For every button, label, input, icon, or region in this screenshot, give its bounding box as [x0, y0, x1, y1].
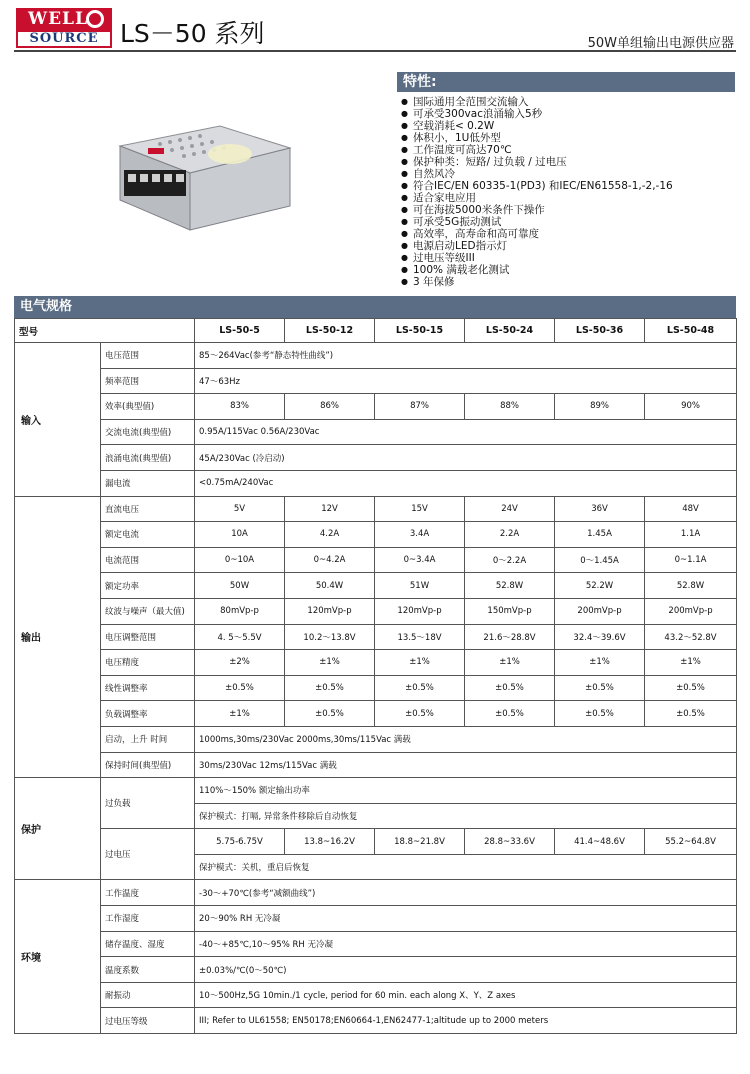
- feature-item: ● 高效率，高寿命和高可靠度: [401, 228, 735, 240]
- feature-item: ● 100% 满载老化测试: [401, 264, 735, 276]
- logo-ring-icon: [86, 10, 104, 28]
- features-list: [397, 96, 735, 288]
- cell-value: 13.5～18V: [375, 624, 465, 650]
- row-label: 负载调整率: [101, 701, 195, 727]
- feature-item: ● 保护种类：短路/ 过负载 / 过电压: [401, 156, 735, 168]
- model-label: 型号: [15, 319, 195, 343]
- row-label: 工作湿度: [101, 906, 195, 932]
- feature-item: ● 可承受5G振动测试: [401, 216, 735, 228]
- table-row: [15, 368, 737, 394]
- cell-value: 0~10A: [195, 547, 285, 573]
- logo-text-bottom: SOURCE: [16, 30, 112, 48]
- cell-value: 5.75-6.75V: [195, 829, 285, 855]
- row-label: 效率(典型值): [101, 394, 195, 420]
- table-row: [15, 394, 737, 420]
- cell-value: 12V: [285, 496, 375, 522]
- cell-value: 80mVp-p: [195, 598, 285, 624]
- cell-value: 2.2A: [465, 522, 555, 548]
- table-row: [15, 445, 737, 471]
- row-label: 频率范围: [101, 368, 195, 394]
- table-row: [15, 931, 737, 957]
- cell-value: 0～1.45A: [555, 547, 645, 573]
- group-protection: 保护: [15, 778, 101, 880]
- cell-value: ±0.5%: [645, 701, 737, 727]
- feature-item: ● 自然风冷: [401, 168, 735, 180]
- model-name: LS-50-48: [645, 319, 737, 343]
- cell-value: 51W: [375, 573, 465, 599]
- feature-item: ● 过电压等级III: [401, 252, 735, 264]
- spec-table: [14, 318, 737, 1034]
- product-subtitle: 50W单组输出电源供应器: [587, 36, 734, 51]
- table-row: [15, 650, 737, 676]
- cell-value: 88%: [465, 394, 555, 420]
- cell-value: ±0.5%: [195, 675, 285, 701]
- cell-value: 52.2W: [555, 573, 645, 599]
- row-label: 额定电流: [101, 522, 195, 548]
- row-label: 额定功率: [101, 573, 195, 599]
- model-name: LS-50-24: [465, 319, 555, 343]
- feature-item: ● 3 年保修: [401, 276, 735, 288]
- cell-value: 55.2~64.8V: [645, 829, 737, 855]
- cell-value: ±2%: [195, 650, 285, 676]
- table-row: [15, 880, 737, 906]
- cell-value: 15V: [375, 496, 465, 522]
- row-value: 110%～150% 额定输出功率: [195, 778, 737, 804]
- cell-value: 41.4~48.6V: [555, 829, 645, 855]
- cell-value: 1.45A: [555, 522, 645, 548]
- row-label: 过电压等级: [101, 1008, 195, 1034]
- row-label: 漏电流: [101, 470, 195, 496]
- cell-value: ±0.5%: [465, 675, 555, 701]
- row-label: 保持时间(典型值): [101, 752, 195, 778]
- feature-item: ● 空载消耗< 0.2W: [401, 120, 735, 132]
- cell-value: 24V: [465, 496, 555, 522]
- feature-item: ● 国际通用全范围交流输入: [401, 96, 735, 108]
- row-value: -40～+85℃,10～95% RH 无冷凝: [195, 931, 737, 957]
- logo-text-top: WELL: [28, 9, 88, 29]
- page-header: [14, 6, 736, 52]
- row-value: 30ms/230Vac 12ms/115Vac 满载: [195, 752, 737, 778]
- cell-value: 28.8~33.6V: [465, 829, 555, 855]
- row-label: 纹波与噪声（最大值): [101, 598, 195, 624]
- cell-value: 90%: [645, 394, 737, 420]
- row-label: 耐振动: [101, 982, 195, 1008]
- brand-logo: [16, 8, 112, 50]
- table-row: [15, 1008, 737, 1034]
- row-label: 线性调整率: [101, 675, 195, 701]
- cell-value: 36V: [555, 496, 645, 522]
- features-title: 特性:: [397, 72, 735, 92]
- cell-value: ±1%: [195, 701, 285, 727]
- feature-item: ● 电源启动LED指示灯: [401, 240, 735, 252]
- row-value: 85～264Vac(参考“静态特性曲线”): [195, 343, 737, 369]
- group-environment: 环境: [15, 880, 101, 1034]
- cell-value: 13.8~16.2V: [285, 829, 375, 855]
- cell-value: ±1%: [285, 650, 375, 676]
- table-row: [15, 726, 737, 752]
- cell-value: 200mVp-p: [555, 598, 645, 624]
- table-row: [15, 829, 737, 855]
- cell-value: ±0.5%: [285, 701, 375, 727]
- cell-value: 52.8W: [645, 573, 737, 599]
- cell-value: 18.8~21.8V: [375, 829, 465, 855]
- row-label: 直流电压: [101, 496, 195, 522]
- row-label: 过电压: [101, 829, 195, 880]
- feature-item-continued: ● 适合家电应用: [401, 192, 735, 204]
- table-row: [15, 624, 737, 650]
- row-value: 20～90% RH 无冷凝: [195, 906, 737, 932]
- row-value: III; Refer to UL61558; EN50178;EN60664-1,EN62477-1;altitude up to 2000 meters: [195, 1008, 737, 1034]
- features-panel: [397, 72, 735, 288]
- cell-value: 1.1A: [645, 522, 737, 548]
- cell-value: ±1%: [555, 650, 645, 676]
- cell-value: ±0.5%: [285, 675, 375, 701]
- cell-value: 86%: [285, 394, 375, 420]
- cell-value: 200mVp-p: [645, 598, 737, 624]
- row-value: 保护模式：关机，重启后恢复: [195, 854, 737, 880]
- row-value: ±0.03%/℃(0～50℃): [195, 957, 737, 983]
- series-title: LS－50 系列: [120, 19, 265, 48]
- cell-value: ±0.5%: [375, 675, 465, 701]
- spec-section-title: 电气规格: [14, 296, 736, 318]
- table-row: [15, 573, 737, 599]
- cell-value: 0~1.1A: [645, 547, 737, 573]
- cell-value: 120mVp-p: [285, 598, 375, 624]
- cell-value: 10.2～13.8V: [285, 624, 375, 650]
- cell-value: 21.6～28.8V: [465, 624, 555, 650]
- row-label: 温度系数: [101, 957, 195, 983]
- table-row: [15, 906, 737, 932]
- cell-value: ±0.5%: [465, 701, 555, 727]
- cell-value: 120mVp-p: [375, 598, 465, 624]
- row-label: 启动，上升 时间: [101, 726, 195, 752]
- row-label: 电压调整范围: [101, 624, 195, 650]
- cell-value: 0~4.2A: [285, 547, 375, 573]
- model-name: LS-50-36: [555, 319, 645, 343]
- cell-value: 89%: [555, 394, 645, 420]
- cell-value: 87%: [375, 394, 465, 420]
- cell-value: ±0.5%: [555, 675, 645, 701]
- table-row: [15, 343, 737, 369]
- feature-item: ● 体积小，1U低外型: [401, 132, 735, 144]
- cell-value: 50.4W: [285, 573, 375, 599]
- cell-value: 50W: [195, 573, 285, 599]
- model-name: LS-50-5: [195, 319, 285, 343]
- row-label: 储存温度、湿度: [101, 931, 195, 957]
- table-row: [15, 982, 737, 1008]
- row-value: 45A/230Vac (冷启动): [195, 445, 737, 471]
- cell-value: 3.4A: [375, 522, 465, 548]
- feature-item: ● 可在海拔5000米条件下操作: [401, 204, 735, 216]
- cell-value: 52.8W: [465, 573, 555, 599]
- cell-value: 4.2A: [285, 522, 375, 548]
- table-row: [15, 675, 737, 701]
- group-output: 输出: [15, 496, 101, 778]
- row-value: 10～500Hz,5G 10min./1 cycle, period for 60 min. each along X、Y、Z axes: [195, 982, 737, 1008]
- row-value: 1000ms,30ms/230Vac 2000ms,30ms/115Vac 满载: [195, 726, 737, 752]
- product-photo: [100, 118, 300, 238]
- cell-value: 10A: [195, 522, 285, 548]
- cell-value: 4. 5～5.5V: [195, 624, 285, 650]
- row-value: 0.95A/115Vac 0.56A/230Vac: [195, 419, 737, 445]
- table-header-row: [15, 319, 737, 343]
- row-value: <0.75mA/240Vac: [195, 470, 737, 496]
- cell-value: ±1%: [375, 650, 465, 676]
- row-value: -30～+70℃(参考“减额曲线”): [195, 880, 737, 906]
- table-row: [15, 957, 737, 983]
- table-row: [15, 778, 737, 804]
- row-label: 浪涌电流(典型值): [101, 445, 195, 471]
- row-label: 电压范围: [101, 343, 195, 369]
- table-row: [15, 752, 737, 778]
- row-value: 保护模式：打嗝, 异常条件移除后自动恢复: [195, 803, 737, 829]
- cell-value: 0~3.4A: [375, 547, 465, 573]
- cell-value: 83%: [195, 394, 285, 420]
- table-row: [15, 470, 737, 496]
- row-label: 工作温度: [101, 880, 195, 906]
- cell-value: ±1%: [645, 650, 737, 676]
- cell-value: ±0.5%: [645, 675, 737, 701]
- table-row: [15, 522, 737, 548]
- table-row: [15, 701, 737, 727]
- table-row: [15, 419, 737, 445]
- cell-value: 5V: [195, 496, 285, 522]
- cell-value: ±0.5%: [375, 701, 465, 727]
- cell-value: 43.2～52.8V: [645, 624, 737, 650]
- group-input: 输入: [15, 343, 101, 497]
- table-row: [15, 598, 737, 624]
- model-name: LS-50-15: [375, 319, 465, 343]
- cell-value: 32.4～39.6V: [555, 624, 645, 650]
- feature-item: ● 符合IEC/EN 60335-1(PD3) 和IEC/EN61558-1,-2,-16: [401, 180, 735, 192]
- row-label: 过负载: [101, 778, 195, 829]
- row-label: 电流范围: [101, 547, 195, 573]
- table-row: [15, 496, 737, 522]
- feature-item: ● 工作温度可高达70℃: [401, 144, 735, 156]
- cell-value: 0～2.2A: [465, 547, 555, 573]
- table-row: [15, 547, 737, 573]
- row-value: 47～63Hz: [195, 368, 737, 394]
- feature-item: ● 可承受300vac浪涌输入5秒: [401, 108, 735, 120]
- row-label: 电压精度: [101, 650, 195, 676]
- row-label: 交流电流(典型值): [101, 419, 195, 445]
- cell-value: 150mVp-p: [465, 598, 555, 624]
- cell-value: 48V: [645, 496, 737, 522]
- cell-value: ±1%: [465, 650, 555, 676]
- cell-value: ±0.5%: [555, 701, 645, 727]
- model-name: LS-50-12: [285, 319, 375, 343]
